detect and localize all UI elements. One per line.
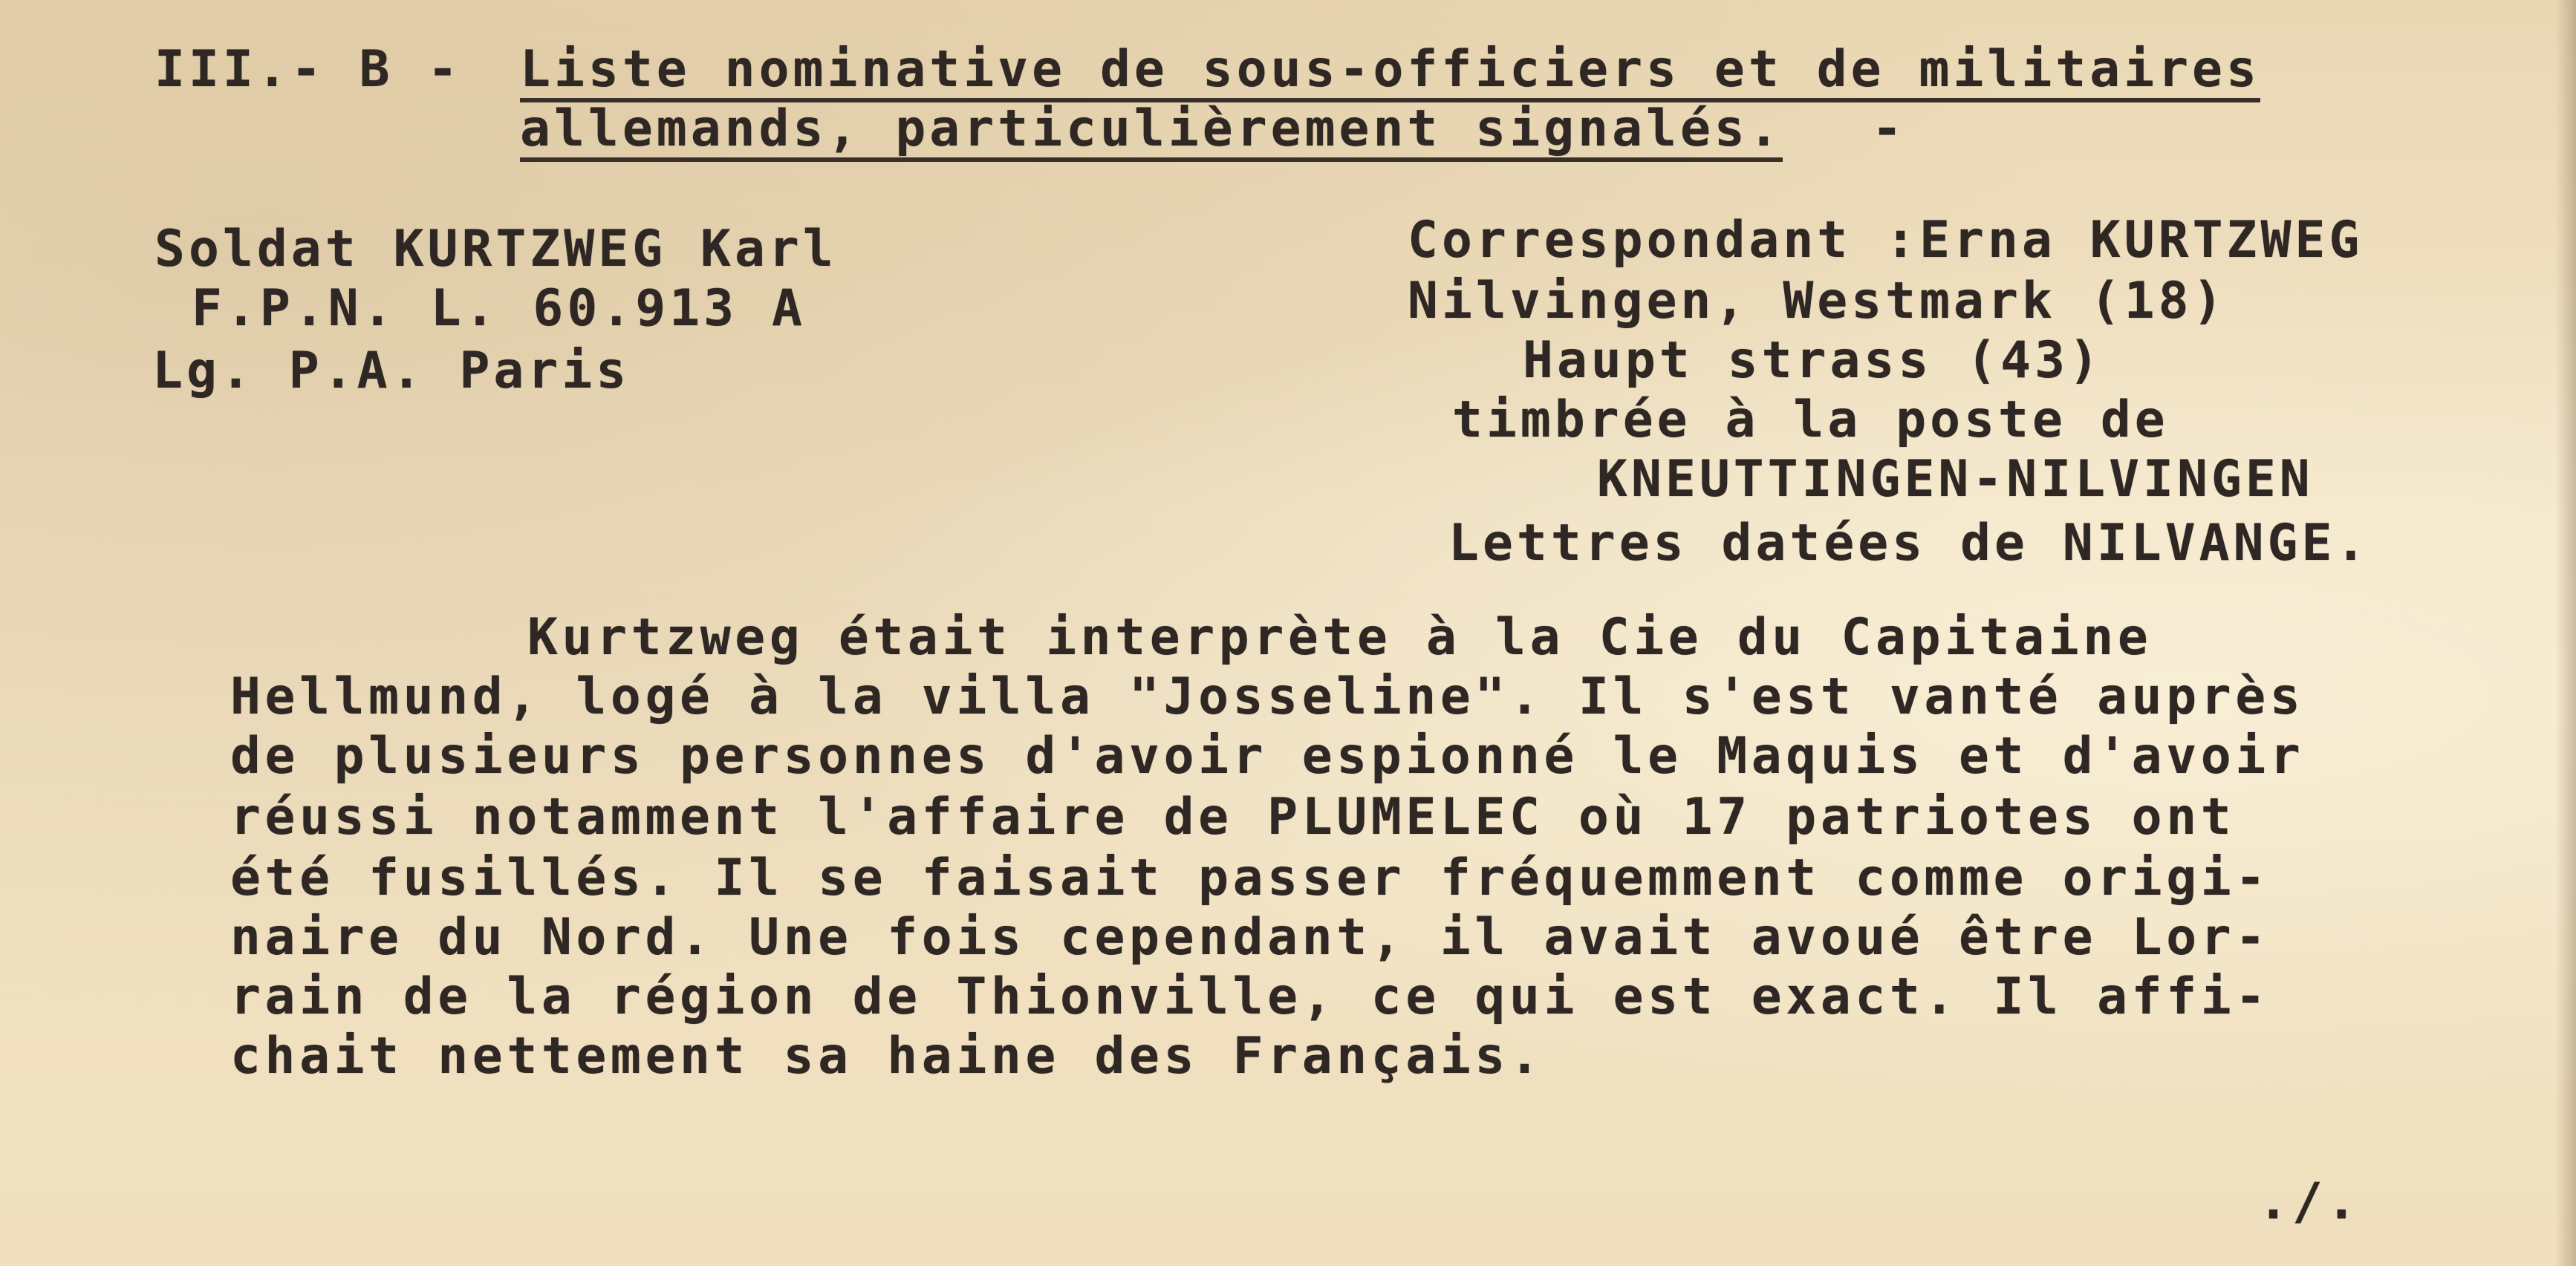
correspondent-town: Nilvingen, Westmark (18): [1408, 272, 2227, 330]
heading-title-line-2: allemands, particulièrement signalés.: [520, 104, 1783, 162]
paragraph-line: Hellmund, logé à la villa "Josseline". Il s'est vanté auprès: [230, 668, 2305, 726]
paragraph-line: été fusillés. Il se faisait passer fréquemment comme origi-: [230, 849, 2270, 907]
paragraph-line: naire du Nord. Une fois cependant, il avait avoué être Lor-: [230, 908, 2270, 967]
paragraph-line: Kurtzweg était interprète à la Cie du Capitaine: [527, 608, 2153, 667]
correspondent-street: Haupt strass (43): [1523, 331, 2103, 390]
paragraph-line: chait nettement sa haine des Français.: [230, 1027, 1544, 1086]
heading-title-line-1: Liste nominative de sous-officiers et de militaires: [520, 45, 2260, 102]
postmark-town: KNEUTTINGEN-NILVINGEN: [1597, 450, 2314, 509]
page-edge-shadow: [2555, 0, 2576, 1266]
correspondent-name: Correspondant :Erna KURTZWEG: [1408, 211, 2364, 270]
continuation-mark: ./.: [2258, 1172, 2361, 1231]
letters-dated-from: Lettres datées de NILVANGE.: [1448, 514, 2370, 572]
paragraph-line: rain de la région de Thionville, ce qui est exact. Il affi-: [230, 968, 2270, 1026]
section-number: III.- B -: [155, 40, 462, 99]
postmark-label: timbrée à la poste de: [1452, 391, 2169, 449]
soldier-field-post-number: F.P.N. L. 60.913 A: [192, 279, 806, 338]
heading-end-dash: -: [1872, 99, 1906, 158]
paragraph-line: de plusieurs personnes d'avoir espionné le Maquis et d'avoir: [230, 727, 2305, 786]
soldier-name: Soldat KURTZWEG Karl: [155, 220, 837, 278]
soldier-postal-office: Lg. P.A. Paris: [152, 342, 631, 400]
paragraph-line: réussi notamment l'affaire de PLUMELEC où 17 patriotes ont: [230, 788, 2236, 846]
